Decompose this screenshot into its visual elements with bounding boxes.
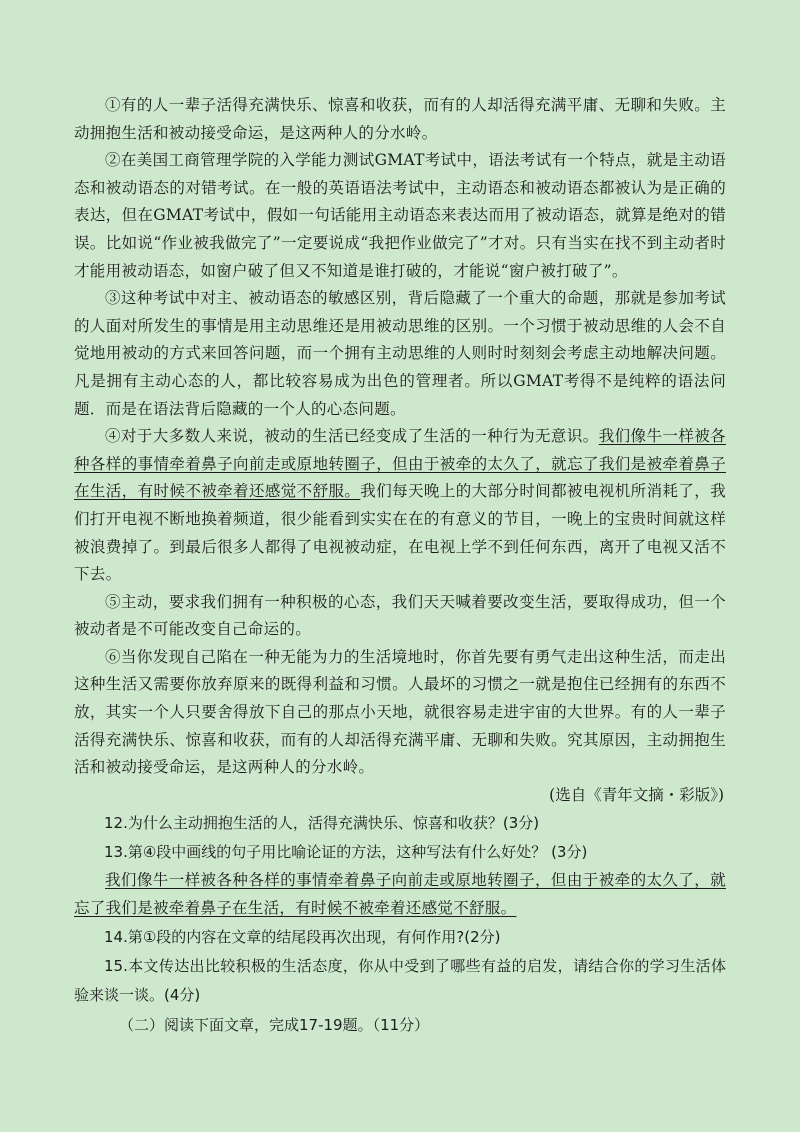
question-12: 12.为什么主动拥抱生活的人，活得充满快乐、惊喜和收获？(3分) [104, 814, 540, 833]
paragraph-4-rest: 我们每天晚上的大部分时间都被电视机所消耗了，我们打开电视不断地换着频道，很少能看到实实在在的有意义的节目，一晚上的宝贵时间就这样被浪费掉了。到最后很多人都得了电视被动症，在电视上学不到任何东西，离开了电视又活不下去。 [74, 482, 727, 584]
question-13: 13.第④段中画线的句子用比喻论证的方法，这种写法有什么好处？ (3分) [104, 843, 588, 862]
paragraph-6: ⑥当你发现自己陷在一种无能为力的生活境地时，你首先要有勇气走出这种生活，而走出这种生活又需要你放弃原来的既得利益和习惯。人最坏的习惯之一就是抱住已经拥有的东西不放，其实一个人只要舍得放下自己的那点小天地，就很容易走进宇宙的大世界。有的人一辈子活得充满快乐、惊喜和收获，而有的人却活得充满平庸、无聊和失败。究其原因，主动拥抱生活和被动接受命运，是这两种人的分水岭。 [74, 647, 726, 777]
paragraph-4-underlined-sentence: 我们像牛一样被各种各样的事情牵着鼻子向前走或原地转圈子，但由于被牵的太久了，就忘了我们是被牵着鼻子在生活，有时候不被牵着还感觉不舒服。 [74, 427, 726, 501]
paragraph-2: ②在美国工商管理学院的入学能力测试GMAT考试中，语法考试有一个特点，就是主动语态和被动语态的对错考试。在一般的英语语法考试中，主动语态和被动语态都被认为是正确的表达，但在GMAT考试中，假如一句话能用主动语态来表达而用了被动语态，就算是绝对的错误。比如说“作业被我做完了”一定要说成“我把作业做完了”才对。只有当实在找不到主动者时才能用被动语态，如窗户破了但又不知道是谁打破的，才能说“窗户被打破了”。 [74, 151, 726, 280]
paragraph-4 [74, 423, 726, 589]
question-14: 14.第①段的内容在文章的结尾段再次出现，有何作用?(2分) [104, 927, 501, 946]
question-15: 15.本文传达出比较积极的生活态度，你从中受到了哪些有益的启发，请结合你的学习生活体验来谈一谈。(4分) [74, 956, 726, 1004]
paragraph-4-intro: ④对于大多数人来说，被动的生活已经变成了生活的一种行为无意识。 [105, 427, 599, 446]
paragraph-1: ①有的人一辈子活得充满快乐、惊喜和收获，而有的人却活得充满平庸、无聊和失败。主动拥抱生活和被动接受命运，是这两种人的分水岭。 [74, 96, 726, 142]
paragraph-5: ⑤主动，要求我们拥有一种积极的心态，我们天天喊着要改变生活，要取得成功，但一个被动者是不可能改变自己命运的。 [74, 592, 726, 639]
source-citation: (选自《青年文摘・彩版》) [549, 785, 724, 804]
question-13-quoted-sentence: 我们像牛一样被各种各样的事情牵着鼻子向前走或原地转圈子，但由于被牵的太久了，就忘了我们是被牵着鼻子在生活，有时候不被牵着还感觉不舒服。 [74, 871, 726, 918]
section-heading: （二）阅读下面文章，完成17-19题。（11分） [119, 1015, 430, 1034]
paragraph-3: ③这种考试中对主、被动语态的敏感区别，背后隐藏了一个重大的命题，那就是参加考试的人面对所发生的事情是用主动思维还是用被动思维的区别。一个习惯于被动思维的人会不自觉地用被动的方式来回答问题，而一个拥有主动思维的人则时时刻刻会考虑主动地解决问题。凡是拥有主动心态的人，都比较容易成为出色的管理者。所以GMAT考得不是纯粹的语法问题．而是在语法背后隐藏的一个人的心态问题。 [74, 289, 726, 418]
